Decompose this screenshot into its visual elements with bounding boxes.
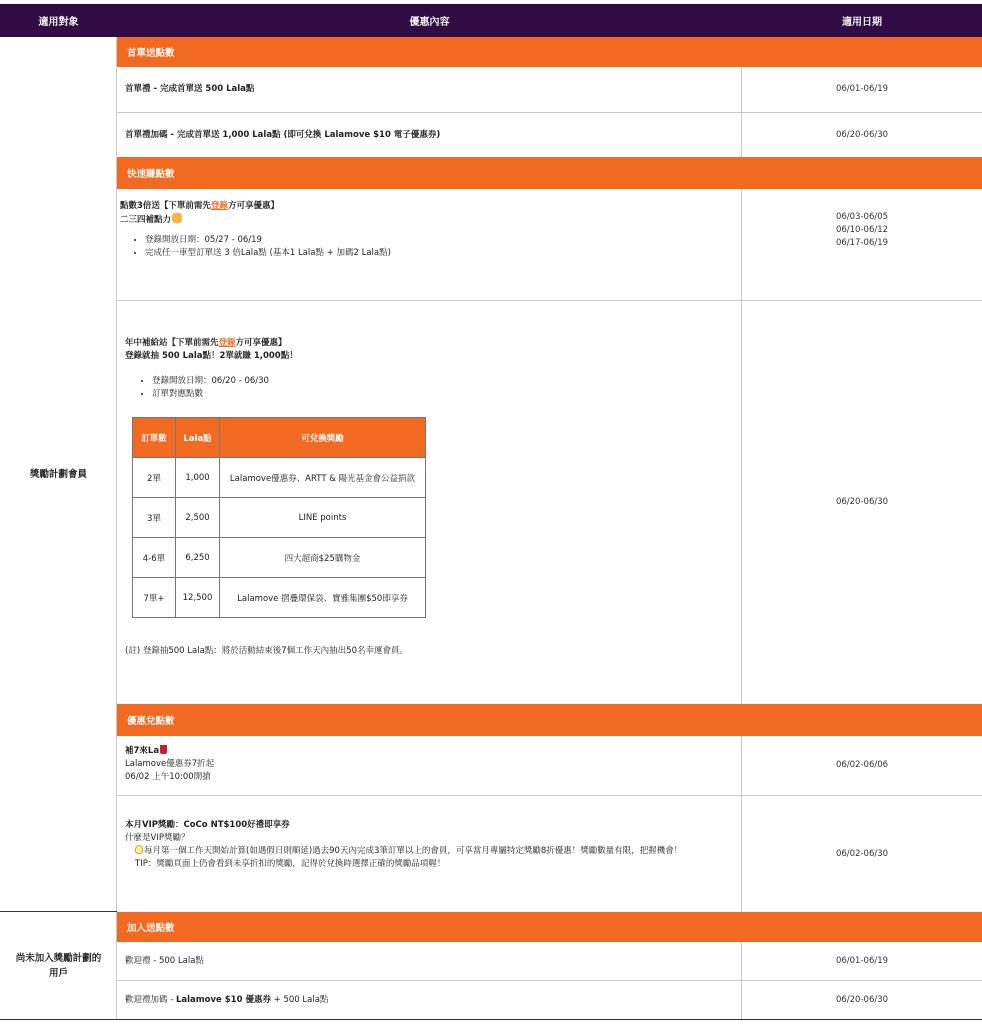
column-header-content: 優惠內容 <box>117 4 742 37</box>
reward-item: Lalamove 摺疊環保袋、寶雅集團$50即享券 <box>220 578 426 618</box>
reward-item: 四大超商$25購物金 <box>220 538 426 578</box>
reward-orders: 4-6單 <box>133 538 176 578</box>
reward-table <box>132 417 426 618</box>
triple-bullet: • 完成任一車型訂單送 3 倍Lala點 (基本1 Lala點 + 加碼2 Lala點) <box>145 247 737 260</box>
reward-table-header <box>133 418 426 458</box>
vip-title: 本月VIP獎勵：CoCo NT$100好禮即享券 <box>125 820 290 830</box>
cup-icon <box>160 745 167 754</box>
row-welcome: 歡迎禮 - 500 Lala點 <box>125 955 204 966</box>
column-header-target: 適用對象 <box>0 4 117 37</box>
divider <box>0 911 117 912</box>
reward-item: LINE points <box>220 498 426 538</box>
triple-date: 06/03-06/05 <box>835 212 889 222</box>
welcome-bonus-post: + 500 Lala點 <box>270 994 329 1005</box>
triple-title-post: 方可享優惠】 <box>227 201 279 211</box>
row-welcome-bonus-date: 06/20-06/30 <box>835 994 889 1005</box>
triple-bullet: • 登錄開放日期：05/27 - 06/19 <box>145 234 737 247</box>
welcome-bonus-pre: 歡迎禮加碼 - <box>125 994 176 1005</box>
group-member: 獎勵計劃會員 <box>29 469 87 480</box>
reward-item: Lalamove優惠券、ARTT & 陽光基金會公益捐款 <box>220 458 426 498</box>
midyear-title-post: 方可享優惠】 <box>235 338 287 348</box>
reward-orders: 7單+ <box>133 578 176 618</box>
triple-register-link[interactable]: 登錄 <box>210 201 228 211</box>
row-vip <box>125 819 737 871</box>
row-first-bonus: 首單禮加碼 - 完成首單送 1,000 Lala點 (即可兌換 Lalamove $10 電子優惠券) <box>125 129 441 140</box>
row-vip-date: 06/02-06/30 <box>835 848 889 859</box>
reward-points: 12,500 <box>176 578 220 618</box>
light-bulb-icon <box>135 845 143 854</box>
reward-points: 6,250 <box>176 538 220 578</box>
vip-line: 每月第一個工作天開始計算(如遇假日則順延)過去90天內完成3筆訂單以上的會員，可享當月專屬特定獎勵8折優惠！獎勵數量有限，把握機會！ <box>144 846 683 856</box>
row-welcome-date: 06/01-06/19 <box>835 955 889 966</box>
reward-points: 1,000 <box>176 458 220 498</box>
seven-title: 補7來La <box>125 746 160 756</box>
row-first-gift-date: 06/01-06/19 <box>835 84 889 94</box>
triple-title-pre: 點數3倍送【下單前需先 <box>120 201 211 211</box>
vip-line: 什麼是VIP獎勵？ <box>125 833 190 843</box>
table-row <box>133 578 426 618</box>
midyear-register-link[interactable]: 登錄 <box>218 338 236 348</box>
section-redeem: 優惠兌點數 <box>117 704 982 736</box>
row-seven <box>125 745 735 784</box>
midyear-title-pre: 年中補給站【下單前需先 <box>125 338 219 348</box>
triple-subtitle: 二三四補點力 <box>120 215 172 225</box>
section-join: 加入送點數 <box>117 912 982 942</box>
reward-header-points: Lala點 <box>176 418 220 458</box>
reward-orders: 2單 <box>133 458 176 498</box>
seven-line: 06/02 上午10:00開搶 <box>125 772 211 782</box>
row-welcome-bonus <box>117 981 742 1019</box>
section-fast-earn: 快速賺點數 <box>117 157 982 189</box>
table-row <box>133 498 426 538</box>
row-triple <box>117 200 737 260</box>
vip-tip: TIP：獎勵頁面上仍會看到未享折扣的獎勵，記得於兌換時選擇正確的獎勵品項喔！ <box>135 859 446 869</box>
midyear-subtitle: 登錄就抽 500 Lala點！2單就賺 1,000點！ <box>125 351 298 361</box>
triple-date: 06/10-06/12 <box>835 225 889 235</box>
group-nonmember-line2: 用戶 <box>48 967 68 979</box>
column-header-date: 適用日期 <box>742 4 982 37</box>
row-midyear-date: 06/20-06/30 <box>835 497 889 507</box>
section-first-order: 首單送點數 <box>117 37 982 67</box>
reward-orders: 3單 <box>133 498 176 538</box>
row-triple-dates <box>742 211 982 255</box>
row-seven-date: 06/02-06/06 <box>835 760 889 770</box>
reward-header-orders: 訂單數 <box>133 418 176 458</box>
group-nonmember <box>0 912 117 1019</box>
midyear-bullet: • 訂單對應點數 <box>152 388 735 401</box>
welcome-bonus-coupon: Lalamove $10 優惠券 <box>175 994 271 1005</box>
divider <box>0 1019 982 1020</box>
group-nonmember-line1: 尚未加入獎勵計劃的 <box>15 952 102 964</box>
seven-line: Lalamove優惠券7折起 <box>125 759 215 769</box>
reward-points: 2,500 <box>176 498 220 538</box>
row-first-bonus-date: 06/20-06/30 <box>835 129 889 140</box>
triple-date: 06/17-06/19 <box>835 238 889 248</box>
table-row <box>133 538 426 578</box>
flexed-biceps-icon <box>172 213 182 223</box>
row-midyear <box>125 337 735 401</box>
midyear-note: (註) 登錄抽500 Lala點：將於活動結束後7個工作天內抽出50名幸運會員。 <box>125 646 409 656</box>
reward-header-reward: 可兌換獎勵 <box>220 418 426 458</box>
midyear-bullet: • 登錄開放日期：06/20 - 06/30 <box>152 375 735 388</box>
row-first-gift: 首單禮 - 完成首單送 500 Lala點 <box>125 84 255 94</box>
table-row <box>133 458 426 498</box>
